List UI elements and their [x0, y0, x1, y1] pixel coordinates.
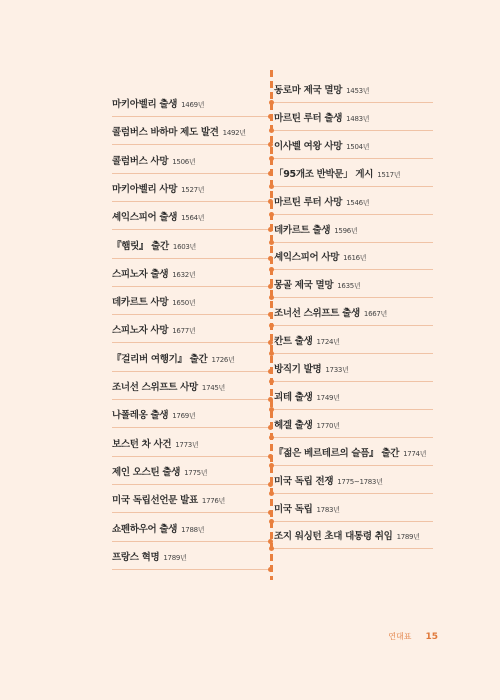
- event-line: [274, 222, 357, 236]
- timeline-entry: [112, 542, 270, 570]
- event-line: [112, 464, 207, 478]
- page-footer: [388, 631, 438, 642]
- event-name: 미국 독립: [274, 503, 313, 515]
- timeline-entry: [112, 400, 270, 428]
- event-line: [112, 521, 204, 535]
- timeline-entry: [112, 174, 270, 202]
- event-year: 1616년: [343, 254, 367, 263]
- timeline-entry: [112, 89, 270, 117]
- event-name: 나폴레옹 출생: [112, 410, 169, 422]
- event-year: 1745년: [201, 384, 225, 392]
- timeline-entry: [273, 298, 433, 326]
- event-line: [112, 322, 195, 336]
- event-line: [274, 417, 340, 431]
- timeline-entry: [112, 315, 270, 343]
- timeline-entry: [112, 485, 270, 513]
- event-year: 1789년: [396, 533, 420, 542]
- timeline-entry: [112, 372, 270, 400]
- event-year: 1789년: [163, 553, 187, 562]
- event-name: 『햄릿』 출간: [112, 240, 169, 252]
- event-year: 1506년: [172, 157, 196, 166]
- timeline-entry: [112, 202, 270, 230]
- event-name: 이사벨 여왕 사망: [274, 140, 343, 152]
- event-line: [112, 266, 195, 280]
- event-year: 1774년: [403, 449, 427, 458]
- timeline-entry: [273, 382, 433, 410]
- event-name: 조지 워싱턴 초대 대통령 취임: [274, 531, 393, 543]
- timeline-entry: [112, 231, 270, 259]
- event-name: 마키아벨리 출생: [112, 99, 178, 110]
- event-year: 1788년: [181, 525, 205, 534]
- event-line: [274, 305, 387, 319]
- event-line: [112, 96, 204, 110]
- event-name: 보스턴 차 사건: [112, 438, 172, 450]
- event-line: [274, 249, 366, 263]
- timeline-entry: [112, 514, 270, 542]
- event-year: 1783년: [316, 505, 340, 514]
- event-line: [274, 110, 369, 124]
- timeline-entry: [112, 457, 270, 485]
- event-line: [274, 277, 360, 291]
- event-name: 칸트 출생: [274, 336, 313, 348]
- page-number: 15: [425, 632, 438, 642]
- timeline-entry: [273, 187, 433, 215]
- event-line: [274, 528, 420, 542]
- event-name: 콜럼버스 바하마 제도 발견: [112, 127, 219, 139]
- event-year: 1773년: [175, 440, 199, 449]
- timeline-entry: [112, 259, 270, 287]
- event-year: 1733년: [325, 366, 349, 374]
- footer-label: 연대표: [388, 632, 412, 641]
- event-line: [112, 209, 204, 223]
- event-year: 1667년: [363, 310, 387, 319]
- timeline-entry: [273, 494, 433, 522]
- event-line: [112, 549, 186, 563]
- event-line: [274, 333, 340, 347]
- timeline-entry: [273, 215, 433, 243]
- event-year: 1517년: [377, 170, 401, 179]
- event-year: 1596년: [334, 226, 358, 235]
- event-year: 1635년: [337, 282, 361, 291]
- event-name: 방직기 발명: [274, 364, 322, 375]
- event-year: 1469년: [181, 101, 205, 109]
- timeline-entry: [273, 466, 433, 494]
- timeline-entry: [273, 410, 433, 438]
- event-year: 1603년: [172, 242, 196, 251]
- event-year: 1726년: [211, 355, 235, 364]
- timeline-entry: [273, 103, 433, 131]
- event-line: [274, 445, 426, 459]
- event-line: [274, 138, 369, 152]
- event-name: 쇼펜하우어 출생: [112, 523, 178, 535]
- event-year: 1504년: [346, 142, 370, 151]
- event-line: [112, 351, 235, 365]
- event-line: [112, 124, 246, 138]
- event-name: 프랑스 혁명: [112, 551, 160, 563]
- event-name: 콜럼버스 사망: [112, 155, 169, 167]
- event-line: [112, 181, 204, 195]
- event-name: 마르틴 루터 출생: [274, 112, 343, 124]
- event-name: 미국 독립 전쟁: [274, 475, 334, 487]
- timeline-entry: [112, 344, 270, 372]
- event-name: 동로마 제국 멸망: [274, 85, 343, 96]
- event-name: 「95개조 반박문」 게시: [274, 168, 374, 180]
- event-year: 1527년: [181, 185, 205, 194]
- event-line: [112, 436, 198, 450]
- event-year: 1776년: [201, 497, 225, 506]
- event-year: 1749년: [316, 393, 340, 402]
- event-name: 헤겔 출생: [274, 419, 313, 431]
- timeline-entry: [112, 117, 270, 145]
- event-name: 제인 오스틴 출생: [112, 466, 181, 478]
- event-year: 1770년: [316, 421, 340, 430]
- event-year: 1677년: [172, 327, 196, 336]
- timeline-dot: [269, 546, 274, 551]
- event-line: [274, 361, 348, 375]
- timeline-entry: [273, 354, 433, 382]
- event-name: 데카르트 사망: [112, 297, 169, 309]
- event-line: [274, 473, 383, 487]
- event-year: 1453년: [346, 87, 370, 95]
- timeline-entry: [273, 438, 433, 466]
- event-line: [274, 194, 369, 208]
- event-name: 데카르트 출생: [274, 224, 331, 236]
- timeline-entry: [273, 270, 433, 298]
- event-line: [112, 294, 195, 308]
- event-line: [274, 82, 369, 96]
- timeline-entry: [112, 429, 270, 457]
- event-year: 1724년: [316, 338, 340, 347]
- timeline-dot: [268, 567, 273, 572]
- event-line: [112, 379, 225, 393]
- timeline-entry: [273, 159, 433, 187]
- event-year: 1483년: [346, 114, 370, 123]
- timeline-entry: [273, 326, 433, 354]
- event-line: [112, 492, 225, 506]
- timeline-entry: [273, 131, 433, 159]
- event-name: 스피노자 출생: [112, 268, 169, 280]
- event-name: 마키아벨리 사망: [112, 183, 178, 195]
- timeline-entry: [273, 521, 433, 549]
- event-year: 1632년: [172, 270, 196, 279]
- event-line: [274, 389, 340, 403]
- event-name: 조너선 스위프트 출생: [274, 308, 360, 320]
- event-name: 『젊은 베르테르의 슬픔』 출간: [274, 447, 400, 459]
- event-name: 마르틴 루터 사망: [274, 196, 343, 208]
- event-line: [112, 238, 196, 252]
- event-name: 셰익스피어 출생: [112, 212, 178, 224]
- event-line: [274, 501, 340, 515]
- event-year: 1492년: [222, 129, 246, 138]
- event-line: [112, 407, 195, 421]
- event-name: 괴테 출생: [274, 391, 313, 403]
- event-year: 1775년: [184, 468, 208, 477]
- event-name: 몽골 제국 멸망: [274, 280, 334, 292]
- event-year: 1769년: [172, 412, 196, 421]
- timeline-entry: [112, 287, 270, 315]
- event-line: [112, 153, 195, 167]
- event-year: 1775~1783년: [337, 477, 383, 486]
- event-name: 스피노자 사망: [112, 325, 169, 337]
- timeline-entry: [112, 146, 270, 174]
- event-name: 미국 독립선언문 발표: [112, 495, 198, 507]
- event-year: 1564년: [181, 214, 205, 223]
- event-year: 1650년: [172, 299, 196, 308]
- event-name: 『걸리버 여행기』 출간: [112, 353, 208, 365]
- event-name: 셰익스피어 사망: [274, 252, 340, 264]
- event-line: [274, 166, 400, 180]
- timeline-entry: [273, 242, 433, 270]
- event-year: 1546년: [346, 198, 370, 207]
- event-name: 조너선 스위프트 사망: [112, 382, 198, 393]
- timeline-entry: [273, 75, 433, 103]
